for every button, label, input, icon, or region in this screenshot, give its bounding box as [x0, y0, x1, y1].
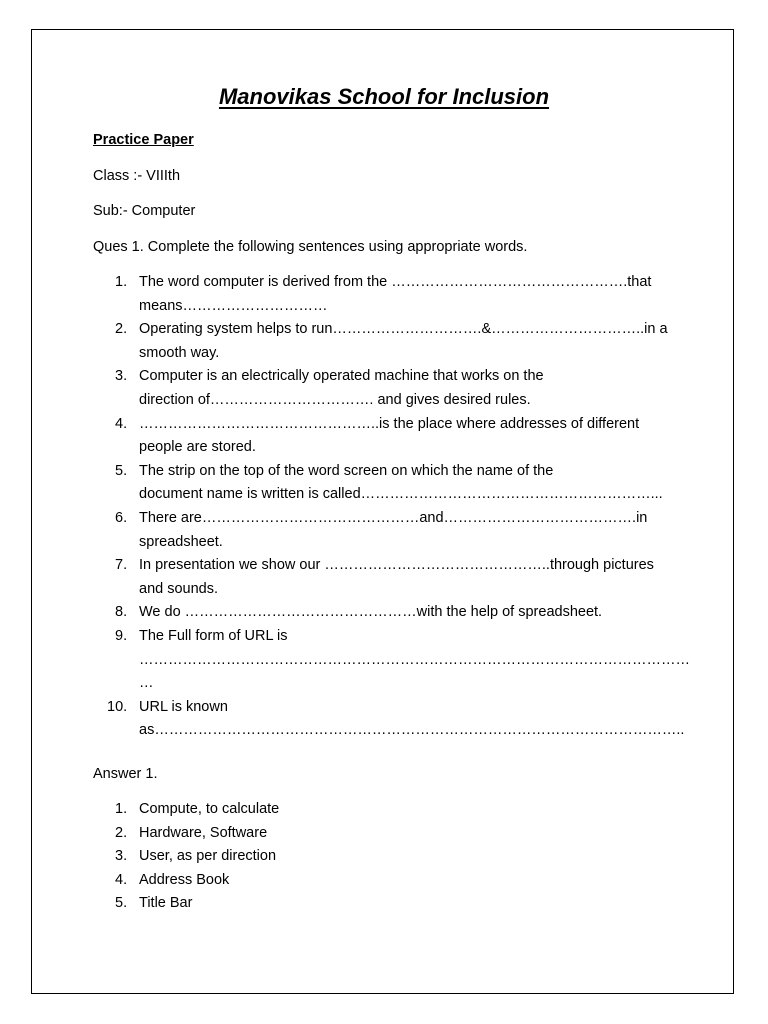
question-number: 10. [107, 698, 128, 715]
question-text: The word computer is derived from the ………………………………………….that means………………………… [139, 274, 652, 314]
class-line: Class :- VIIIth [93, 168, 181, 184]
question-number: 2. [115, 321, 128, 338]
answer-number: 5. [115, 895, 128, 912]
answer-number: 3. [115, 848, 128, 865]
answer-number: 4. [115, 871, 128, 888]
question-item [93, 507, 683, 554]
question-text: Computer is an electrically operated machine that works on the direction of……………………………. and gives desired rules. [139, 368, 544, 408]
question-item [93, 625, 690, 696]
answer-item [93, 892, 683, 916]
subject-line: Sub:- Computer [93, 203, 196, 219]
question-item [93, 601, 683, 625]
question-list [93, 271, 690, 743]
question-text: The Full form of URL is …………………………………………………………………………………………………… … [139, 627, 690, 692]
question-item [93, 696, 683, 743]
question-item [93, 271, 683, 318]
question-number: 1. [115, 274, 128, 290]
question-text: …………………………………………..is the place where addresses of different people are stored. [139, 415, 640, 456]
question-number: 4. [115, 415, 128, 432]
question-item [93, 318, 683, 365]
question-item [93, 413, 683, 460]
question-number: 3. [115, 368, 128, 385]
answer-text: Address Book [139, 871, 230, 888]
paper-type-heading: Practice Paper [93, 132, 194, 148]
answer-item [93, 869, 683, 893]
answer-text: Hardware, Software [139, 824, 268, 841]
answer-text: Compute, to calculate [139, 801, 280, 817]
question-text: In presentation we show our ………………………………………..through pictures and sounds. [139, 557, 654, 597]
question-number: 5. [115, 462, 128, 479]
question-text: URL is known as……………………………………………………………………………………………….. [139, 698, 685, 739]
answer-number: 2. [115, 824, 128, 841]
answer-heading: Answer 1. [93, 766, 158, 782]
question-text: We do …………………………………………with the help of spreadsheet. [139, 604, 603, 621]
question-item [93, 554, 683, 601]
question-item [93, 365, 683, 412]
question-number: 7. [115, 557, 128, 574]
question-text: The strip on the top of the word screen on which the name of the document name is written is called……………………………………………………... [139, 462, 663, 503]
question-number: 6. [115, 509, 128, 526]
answer-text: Title Bar [139, 895, 193, 912]
answer-item [93, 845, 683, 869]
page-title: Manovikas School for Inclusion [218, 84, 550, 109]
question-number: 9. [115, 627, 128, 644]
question-text: Operating system helps to run………………………….&…………………………..in a smooth way. [139, 321, 668, 361]
answer-text: User, as per direction [139, 848, 277, 865]
question-number: 8. [115, 604, 128, 621]
answer-list [93, 798, 683, 916]
question-item [93, 460, 683, 507]
question-heading: Ques 1. Complete the following sentences using appropriate words. [93, 239, 528, 255]
answer-number: 1. [115, 801, 128, 817]
question-text: There are………………………………………and………………………………….in spreadsheet. [139, 509, 648, 550]
answer-item [93, 822, 683, 846]
answer-item [93, 798, 683, 822]
